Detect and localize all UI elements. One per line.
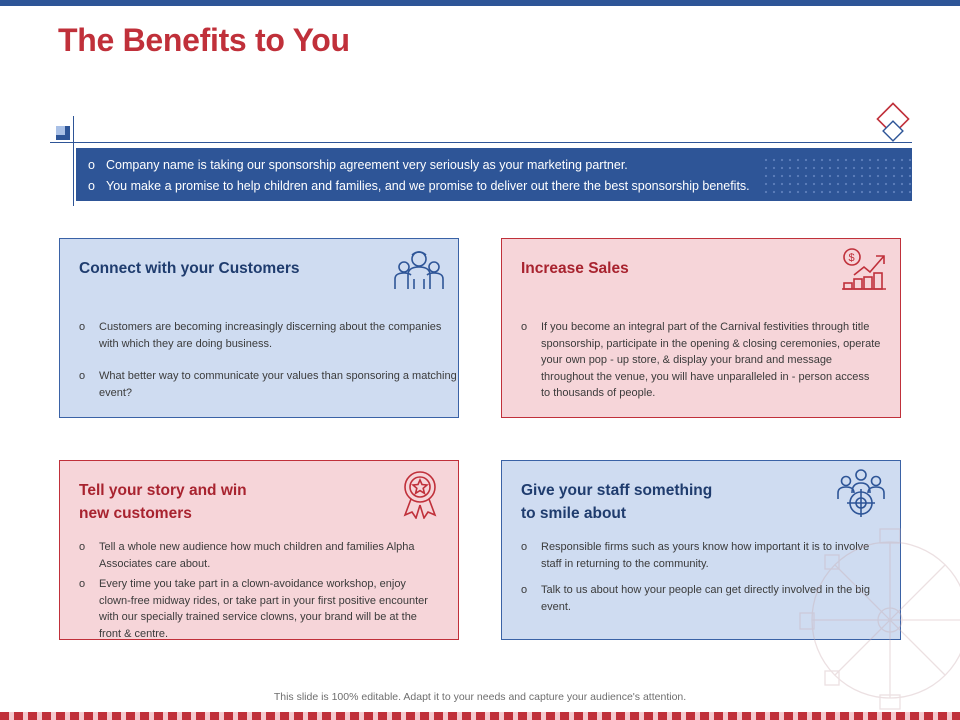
footer-note: This slide is 100% editable. Adapt it to your needs and capture your audience's attention.	[273, 691, 687, 703]
card-connect-customers	[59, 238, 459, 418]
sales-growth-icon	[840, 245, 890, 298]
list-item-text: What better way to communicate your values than sponsoring a matching event?	[99, 370, 457, 399]
card-heading-line: Give your staff something	[521, 482, 713, 499]
list-item-text: Responsible firms such as yours know how important it is to involve staff in returning to the community.	[541, 541, 870, 570]
list-item: o Every time you take part in a clown-avoidance workshop, enjoy clown-free midway rides, or take part in your first positive encounter with our specially trained service clowns, your brand will be at the front & centre.	[79, 578, 428, 640]
card-heading	[521, 479, 712, 525]
card-heading: Connect with your Customers	[79, 260, 300, 277]
card-heading: Increase Sales	[521, 260, 629, 277]
decor-vertical-line	[73, 116, 74, 206]
card-list	[79, 319, 458, 401]
list-item: o If you become an integral part of the Carnival festivities through title sponsorship, participate in the opening & closing ceremonies, operate your own pop - up store, & display your brand and message throughout the venue, you will have unparalleled in - person access to thousands of people.	[521, 321, 881, 399]
card-heading-line: new customers	[79, 505, 192, 522]
list-item-text: Customers are becoming increasingly discerning about the companies with which they are doing business.	[99, 321, 442, 350]
card-list	[521, 319, 881, 402]
ferris-wheel-watermark	[780, 525, 960, 715]
team-target-icon	[836, 467, 886, 524]
list-item-text: Every time you take part in a clown-avoidance workshop, enjoy clown-free midway rides, or take part in your first positive encounter with our specially trained service clowns, your brand will be at the front & centre.	[99, 578, 428, 640]
card-heading	[79, 479, 247, 525]
svg-text:$: $	[848, 252, 855, 264]
bottom-stripe-bar	[0, 712, 960, 720]
dot-pattern-decor	[762, 148, 912, 201]
intro-banner	[76, 148, 912, 201]
list-item: o Talk to us about how your people can get directly involved in the big event.	[521, 584, 870, 613]
list-item: o Tell a whole new audience how much children and families Alpha Associates care about.	[79, 541, 415, 570]
list-item: o Customers are becoming increasingly discerning about the companies with which they are doing business.	[79, 321, 442, 350]
list-item: o What better way to communicate your values than sponsoring a matching event?	[79, 370, 457, 399]
award-ribbon-icon	[398, 467, 442, 524]
card-list	[79, 539, 439, 642]
bullet-marker: o	[88, 158, 95, 172]
customers-group-icon	[390, 245, 448, 298]
decor-square-light	[56, 126, 65, 135]
diamond-decor-icon	[874, 100, 914, 153]
top-accent-bar	[0, 0, 960, 6]
card-heading-line: Tell your story and win	[79, 482, 247, 499]
card-tell-your-story	[59, 460, 459, 640]
bullet-marker: o	[88, 179, 95, 193]
list-item-text: If you become an integral part of the Carnival festivities through title sponsorship, participate in the opening & closing ceremonies, operate your own pop - up store, & display your brand and message throughout the venue, you will have unparalleled in - person access to thousands of people.	[541, 321, 881, 399]
list-item-text: Tell a whole new audience how much children and families Alpha Associates care about.	[99, 541, 415, 570]
list-item-text: Talk to us about how your people can get directly involved in the big event.	[541, 584, 870, 613]
banner-item-text: Company name is taking our sponsorship agreement very seriously as your marketing partner.	[106, 158, 628, 172]
list-item: o Responsible firms such as yours know how important it is to involve staff in returning to the community.	[521, 541, 870, 570]
banner-item-text: You make a promise to help children and families, and we promise to deliver out there the best sponsorship benefits.	[106, 179, 750, 193]
card-heading-line: to smile about	[521, 505, 627, 522]
page-title: The Benefits to You	[58, 22, 350, 58]
card-increase-sales	[501, 238, 901, 418]
decor-horizontal-line	[50, 142, 912, 143]
